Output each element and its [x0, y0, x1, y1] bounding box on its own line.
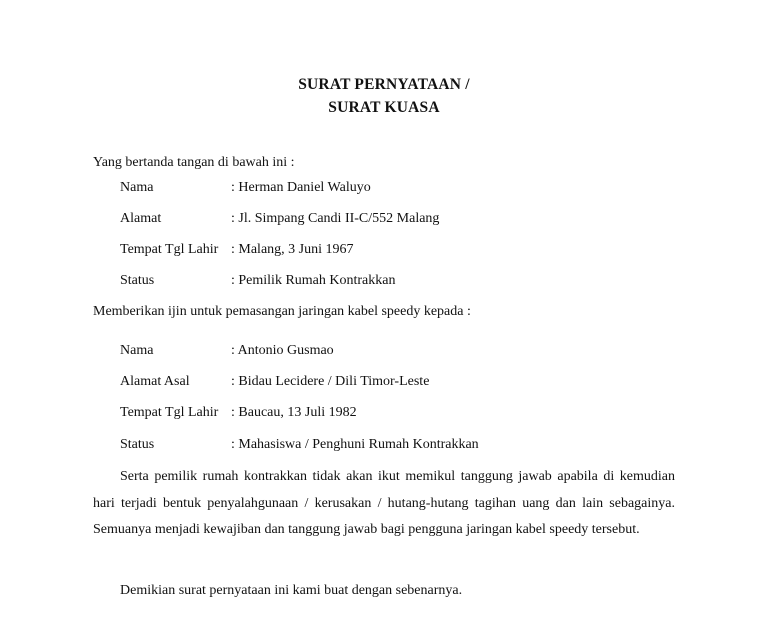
grantee-status-label: Status — [120, 437, 155, 452]
grantee-status-value: : Mahasiswa / Penghuni Rumah Kontrakkan — [231, 437, 479, 452]
grantee-address-label: Alamat Asal — [120, 374, 190, 389]
closing-text: Demikian surat pernyataan ini kami buat dengan sebenarnya. — [120, 583, 463, 598]
grantor-address-value: : Jl. Simpang Candi II-C/552 Malang — [231, 211, 440, 226]
intro-text: Yang bertanda tangan di bawah ini : — [93, 155, 295, 170]
grantor-birth-value: : Malang, 3 Juni 1967 — [231, 242, 354, 257]
grantor-name-value: : Herman Daniel Waluyo — [231, 180, 371, 195]
grantor-address-label: Alamat — [120, 211, 162, 226]
document-title-line-1: SURAT PERNYATAAN / — [298, 76, 470, 93]
grantor-name-label: Nama — [120, 180, 154, 195]
grantor-birth-label: Tempat Tgl Lahir — [120, 242, 219, 257]
grantor-status-label: Status — [120, 273, 155, 288]
document-title-line-2: SURAT KUASA — [328, 99, 440, 116]
grantee-birth-value: : Baucau, 13 Juli 1982 — [231, 405, 357, 420]
grant-statement: Memberikan ijin untuk pemasangan jaringan kabel speedy kepada : — [93, 304, 471, 319]
grantee-name-label: Nama — [120, 343, 154, 358]
body-paragraph: Serta pemilik rumah kontrakkan tidak akan ikut memikul tanggung jawab apabila di kemudian hari terjadi bentuk penyalahgunaan / kerusakan / hutang-hutang tagihan uang dan lain sebagainya. Semuanya menjadi kewajiban dan tanggung jawab bagi pengguna jaringan kabel speedy tersebut. — [93, 469, 675, 537]
grantee-name-value: : Antonio Gusmao — [231, 343, 334, 358]
grantor-status-value: : Pemilik Rumah Kontrakkan — [231, 273, 396, 288]
grantee-birth-label: Tempat Tgl Lahir — [120, 405, 219, 420]
grantee-address-value: : Bidau Lecidere / Dili Timor-Leste — [231, 374, 430, 389]
